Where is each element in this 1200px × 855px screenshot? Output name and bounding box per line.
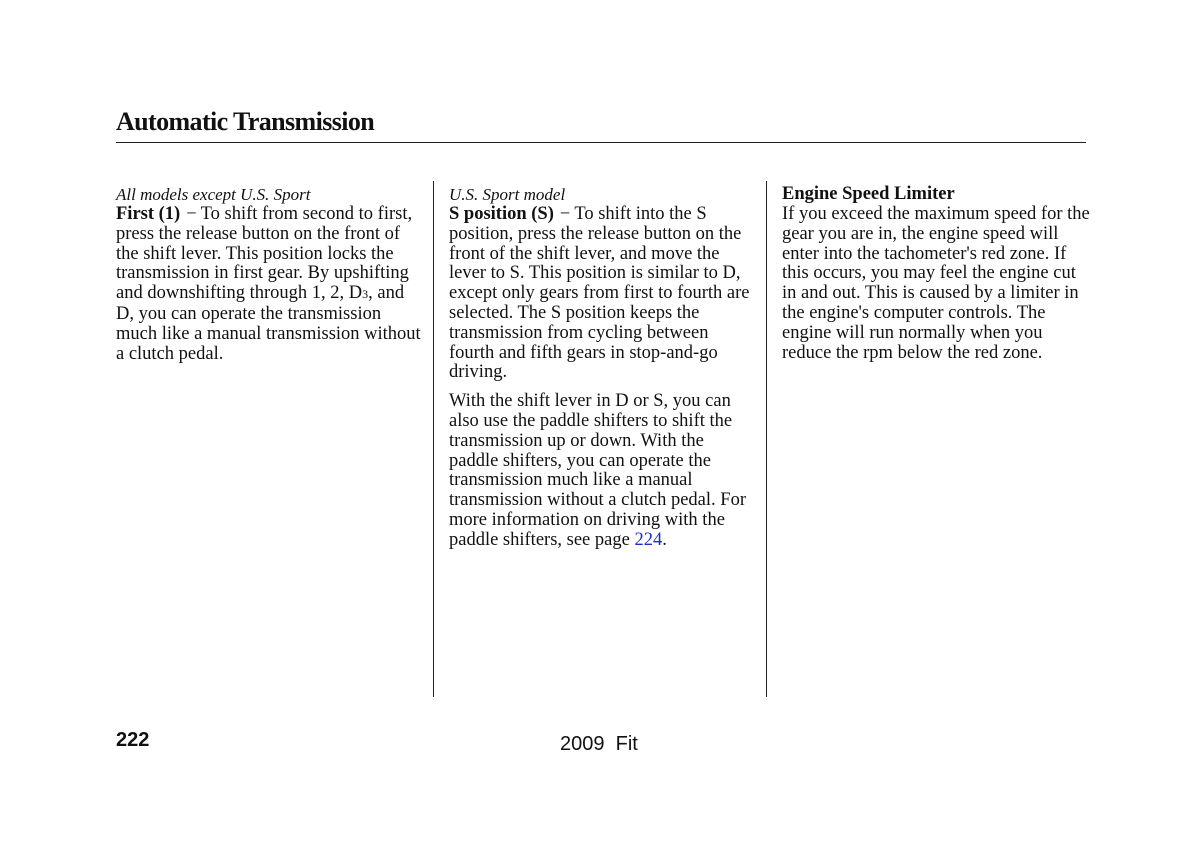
d3-subscript: 3 (362, 287, 369, 302)
paddle-shifters-text: With the shift lever in D or S, you can also use the paddle shifters to shift the transmission up or down. With the paddle shifters, you can operate the transmission much like a manual transmission without a clutch pedal. For more information on driving with the paddle shifters, see page (449, 391, 746, 550)
first-gear-paragraph (116, 184, 424, 364)
first-gear-text-end: , and D, you can operate the transmission much like a manual transmission without a clutch pedal. (116, 283, 421, 364)
s-position-text: To shift into the S position, press the release button on the front of the shift lever, and move the lever to S. This position is similar to D, except only gears from first to fourth are selected. The S position keeps the transmission from cycling between fourth and fifth gears in stop-and-go driving. (449, 204, 750, 383)
column-engine-speed-limiter (782, 184, 1092, 363)
s-position-paragraph (449, 184, 757, 383)
footer-model-label: 2009 Fit (560, 733, 638, 755)
paddle-shifters-paragraph (449, 392, 757, 550)
model-applicability-label: U.S. Sport model (449, 185, 566, 204)
engine-limiter-text: If you exceed the maximum speed for the gear you are in, the engine speed will enter into the tachometer's red zone. If this occurs, you may feel the engine cut in and out. This is caused by a limiter in the engine's computer controls. The engine will run normally when you reduce the rpm below the red zone. (782, 204, 1090, 363)
first-gear-text: To shift from second to first, press the release button on the front of the shift lever. This position locks the transmission in first gear. By upshifting and downshifting through 1, 2, D (116, 204, 413, 304)
model-applicability-label: All models except U.S. Sport (116, 185, 311, 204)
page-reference-link[interactable]: 224 (634, 529, 663, 550)
column-divider (433, 181, 434, 697)
column-s-position (449, 184, 757, 551)
term-dash: − (186, 204, 197, 224)
title-divider (116, 142, 1086, 143)
paddle-shifters-text-end: . (662, 529, 667, 550)
column-first-gear (116, 184, 424, 364)
engine-limiter-heading: Engine Speed Limiter (782, 184, 955, 204)
s-position-term: S position (S) (449, 204, 554, 224)
column-divider (766, 181, 767, 697)
term-dash: − (559, 204, 571, 224)
page-title: Automatic Transmission (116, 107, 375, 136)
page-number: 222 (116, 729, 150, 751)
first-gear-term: First (1) (116, 204, 181, 224)
engine-limiter-paragraph (782, 184, 1092, 363)
